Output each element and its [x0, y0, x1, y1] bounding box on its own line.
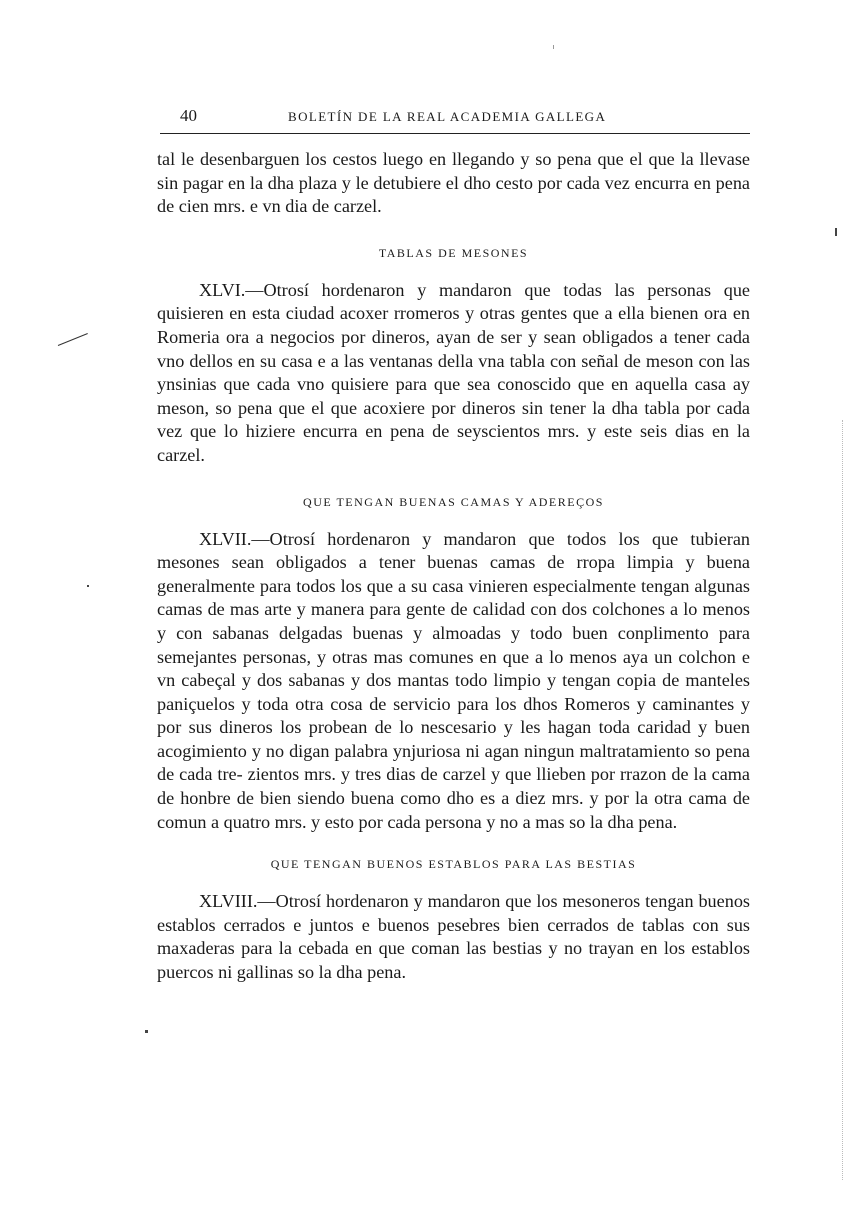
- scan-speck: [835, 228, 837, 236]
- intro-paragraph: tal le desenbarguen los cestos luego en llegando y so pena que el que la llevase sin pagar en la dha plaza y le detubiere el dho cesto por cada vez encurra en pena de cien mrs. e vn dia de carzel.: [157, 149, 750, 217]
- paragraph-xlvii: XLVII.—Otrosí hordenaron y mandaron que todos los que tubieran mesones sean obligados a tener buenas camas de rropa limpia y buena generalmente para todos los que a su casa vinieren especialmente tengan algunas camas de mas arte y manera para gente de calidad con dos colchones a lo menos y con sabanas delgadas buenas y almoadas y todo buen conplimento para semejantes personas, y otras mas comunes en que a lo menos aya un colchon e vn cabeçal y dos sabanas y dos mantas todo limpio y tengan copia de manteles paniçuelos y toda otra cosa de servicio para los dhos Romeros y caminantes y por sus dineros los probean de lo nescesario y les hagan toda caridad y buen acogimiento y no digan palabra ynjuriosa ni agan ningun maltratamiento so pena de cada tre- zientos mrs. y tres dias de carzel y que llieben por rrazon de la cama de honbre de bien siendo buena como dho es a diez mrs. y por la otra cama de comun a quatro mrs. y esto por cada persona y no a mas so la dha pena.: [157, 528, 750, 832]
- margin-pencil-mark: [58, 333, 88, 346]
- scan-speck: [145, 1030, 148, 1033]
- scan-edge-noise: [842, 420, 845, 1180]
- scan-speck: [553, 45, 554, 49]
- section-heading-buenos-establos: QUE TENGAN BUENOS ESTABLOS PARA LAS BESTIAS: [270, 857, 637, 872]
- page-number: 40: [180, 106, 197, 125]
- paragraph-xlviii: XLVIII.—Otrosí hordenaron y mandaron que los mesoneros tengan buenos establos cerrados e juntos e buenos pesebres bien cerrados de tablas con sus maxaderas para la cebada en que coman las bestias y no trayan en los establos puercos ni gallinas so la dha pena.: [157, 891, 750, 983]
- paragraph-xlvi: XLVI.—Otrosí hordenaron y mandaron que todas las personas que quisieren en esta ciudad acoxer rromeros y otras gentes que a ella bienen ora en Romeria ora a negocios por dineros, ayan de ser y sean obligados a tener cada vno dellos en su casa e a las ventanas della vna tabla con señal de meson con las ynsinias que cada vno quisiere para que sea conoscido que en aquella casa ay meson, so pena que el que acoxiere por dineros sin tener la dha tabla por cada vez que lo hiziere encurra en pena de seyscientos mrs. y este seis dias en la carzel.: [157, 279, 750, 465]
- running-title: BOLETÍN DE LA REAL ACADEMIA GALLEGA: [288, 109, 607, 124]
- section-heading-tablas-de-mesones: TABLAS DE MESONES: [378, 245, 529, 260]
- page-header: [160, 106, 750, 132]
- scan-speck: [87, 585, 89, 587]
- header-rule: [160, 133, 750, 134]
- text-column: [157, 148, 750, 985]
- section-heading-buenas-camas: QUE TENGAN BUENAS CAMAS Y ADEREÇOS: [303, 494, 604, 509]
